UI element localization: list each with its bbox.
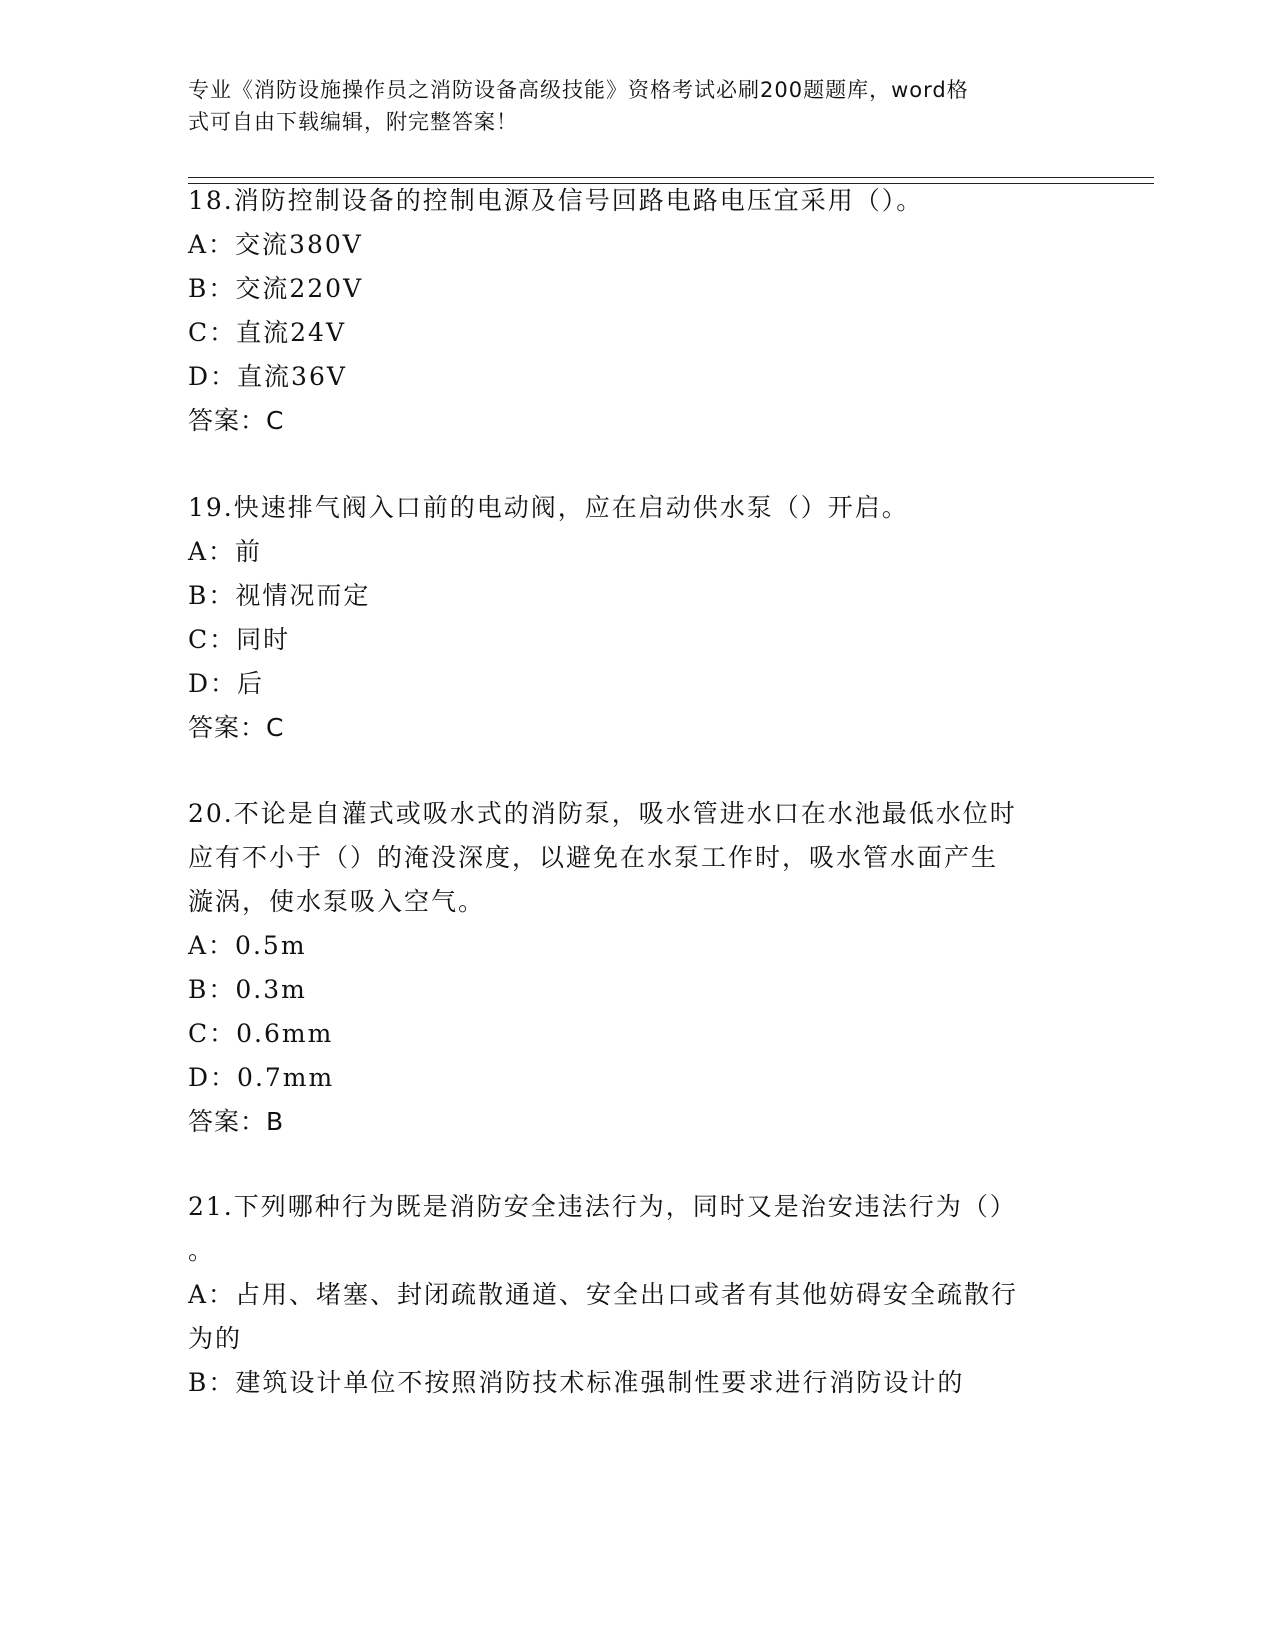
option-b: B：视情况而定	[188, 581, 371, 610]
option-d: D：后	[188, 669, 265, 698]
option-c: C：0.6mm	[188, 1019, 334, 1048]
option-c: C：直流24V	[188, 318, 346, 347]
question-stem: 18.消防控制设备的控制电源及信号回路电路电压宜采用（）。	[188, 186, 924, 215]
option-a: A：交流380V	[188, 230, 363, 259]
option-b: B：交流220V	[188, 274, 364, 303]
option-a: A：前	[188, 537, 263, 566]
header-line: 专业《消防设施操作员之消防设备高级技能》资格考试必刷200题题库，word格	[188, 78, 969, 102]
question-stem: 21.下列哪种行为既是消防安全违法行为，同时又是治安违法行为（）	[188, 1192, 1017, 1221]
question-stem: 19.快速排气阀入口前的电动阀，应在启动供水泵（）开启。	[188, 493, 909, 522]
answer: 答案：C	[188, 713, 285, 742]
option-c: C：同时	[188, 625, 291, 654]
header-line: 式可自由下载编辑，附完整答案！	[188, 110, 518, 134]
option-d: D：直流36V	[188, 362, 347, 391]
question-stem: 应有不小于（）的淹没深度，以避免在水泵工作时，吸水管水面产生	[188, 843, 999, 872]
question-stem: 。	[188, 1236, 216, 1265]
answer: 答案：B	[188, 1107, 285, 1136]
question-stem: 漩涡，使水泵吸入空气。	[188, 887, 486, 916]
question-stem: 20.不论是自灌式或吸水式的消防泵，吸水管进水口在水池最低水位时	[188, 799, 1017, 828]
option-a: A：占用、堵塞、封闭疏散通道、安全出口或者有其他妨碍安全疏散行	[188, 1280, 1019, 1309]
option-d: D：0.7mm	[188, 1063, 335, 1092]
document-header	[188, 74, 1068, 138]
option-a: A：0.5m	[188, 931, 307, 960]
option-b: B：0.3m	[188, 975, 307, 1004]
option-b: B：建筑设计单位不按照消防技术标准强制性要求进行消防设计的	[188, 1368, 965, 1397]
option-a-continued: 为的	[188, 1324, 243, 1353]
answer: 答案：C	[188, 406, 285, 435]
